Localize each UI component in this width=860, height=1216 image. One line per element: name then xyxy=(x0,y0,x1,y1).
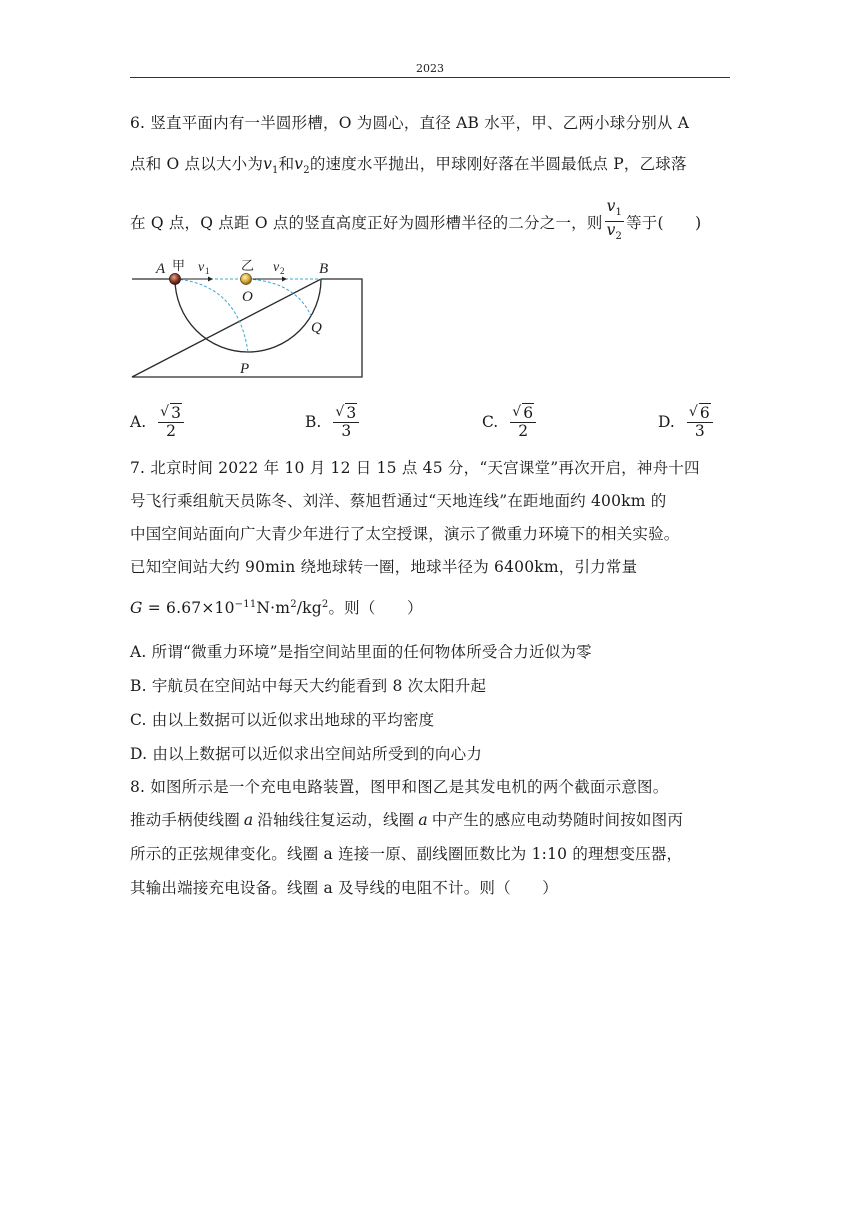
q6-line-2b: 和 xyxy=(278,155,295,173)
q7-option-d[interactable]: D. 由以上数据可以近似求出空间站所受到的向心力 xyxy=(130,745,483,763)
q8-line-4: 其输出端接充电设备。线圈 a 及导线的电阻不计。则（ ） xyxy=(130,879,558,897)
velocity-ratio-fraction xyxy=(605,198,625,245)
formula-exponent: −11 xyxy=(234,598,257,610)
q8-line-2b: 沿轴线往复运动，线圈 xyxy=(257,811,415,829)
label-yi: 乙 xyxy=(241,259,255,274)
formula-unit-a: N·m xyxy=(256,599,291,617)
radicand: 6 xyxy=(699,403,710,422)
label-v2-sub: 2 xyxy=(280,266,285,276)
semicircle-groove-figure xyxy=(128,254,368,382)
radicand: 3 xyxy=(171,403,181,422)
v1-symbol: v xyxy=(263,155,273,173)
denominator: 3 xyxy=(341,421,352,440)
q6-line-2 xyxy=(130,152,687,176)
q6-option-c[interactable] xyxy=(482,400,538,444)
gravitational-constant-symbol: G xyxy=(130,599,143,617)
q7-formula-line xyxy=(130,596,423,618)
header-rule xyxy=(130,77,730,78)
formula-unit-exp-2: 2 xyxy=(321,598,329,610)
option-fraction: √ 6 3 xyxy=(687,405,713,440)
option-fraction: √ 3 2 xyxy=(158,405,184,440)
option-letter: B. xyxy=(305,413,322,431)
q7-option-a[interactable]: A. 所谓“微重力环境”是指空间站里面的任何物体所受合力近似为零 xyxy=(130,643,592,661)
ball-yi xyxy=(241,274,252,285)
q6-option-a[interactable] xyxy=(130,400,186,444)
fraction-numerator-sub: 1 xyxy=(615,207,623,219)
denominator: 2 xyxy=(166,421,176,440)
velocity-arrowhead-v2 xyxy=(282,277,287,282)
q7-line-1: 7. 北京时间 2022 年 10 月 12 日 15 点 45 分，“天宫课堂”再次开启，神舟十四 xyxy=(130,459,700,477)
velocity-arrowhead-v1 xyxy=(208,277,213,282)
radicand: 3 xyxy=(346,403,357,422)
fraction-denominator-v: v xyxy=(606,221,616,240)
q7-line-4: 已知空间站大约 90min 绕地球转一圈，地球半径为 6400km，引力常量 xyxy=(130,558,638,576)
formula-tail: 。则（ ） xyxy=(328,599,423,617)
v1-subscript: 1 xyxy=(272,165,279,177)
q7-option-b[interactable]: B. 宇航员在空间站中每天大约能看到 8 次太阳升起 xyxy=(130,677,487,695)
label-v1-sub: 1 xyxy=(205,266,210,276)
q6-line-2c: 的速度水平抛出，甲球刚好落在半圆最低点 P，乙球落 xyxy=(309,155,687,173)
label-P: P xyxy=(240,361,250,377)
option-letter: C. xyxy=(482,413,499,431)
q7-option-c[interactable]: C. 由以上数据可以近似求出地球的平均密度 xyxy=(130,711,435,729)
label-v1: v xyxy=(198,260,205,275)
q8-line-2a: 推动手柄使线圈 xyxy=(130,811,240,829)
label-Q: Q xyxy=(311,320,322,336)
option-letter: A. xyxy=(130,413,147,431)
q7-line-3: 中国空间站面向广大青少年进行了太空授课，演示了微重力环境下的相关实验。 xyxy=(130,525,680,543)
q6-line-2a: 点和 O 点以大小为 xyxy=(130,155,264,173)
ball-jia xyxy=(170,274,181,285)
page-header-year: 2023 xyxy=(416,62,444,75)
fraction-denominator-sub: 2 xyxy=(615,231,623,243)
radicand: 6 xyxy=(523,403,534,422)
trajectory-yi xyxy=(248,279,311,316)
option-fraction: √ 6 2 xyxy=(510,405,536,440)
q7-line-2: 号飞行乘组航天员陈冬、刘洋、蔡旭哲通过“天地连线”在距地面约 400km 的 xyxy=(130,492,667,510)
coil-a-symbol: a xyxy=(243,811,254,829)
q8-line-3: 所示的正弦规律变化。线圈 a 连接一原、副线圈匝数比为 1:10 的理想变压器， xyxy=(130,845,683,863)
denominator: 3 xyxy=(694,421,705,440)
q6-option-b[interactable] xyxy=(305,400,361,444)
label-jia: 甲 xyxy=(172,259,186,274)
fraction-numerator-v: v xyxy=(606,197,616,215)
trajectory-jia xyxy=(175,279,248,352)
q8-line-1: 8. 如图所示是一个充电电路装置，图甲和图乙是其发电机的两个截面示意图。 xyxy=(130,778,669,796)
q6-line-3b: 等于( ) xyxy=(626,213,702,232)
q8-line-2c: 中产生的感应电动势随时间按如图丙 xyxy=(431,811,684,829)
q6-line-1: 6. 竖直平面内有一半圆形槽，O 为圆心，直径 AB 水平，甲、乙两小球分别从 A xyxy=(130,114,690,132)
denominator: 2 xyxy=(518,421,529,440)
coil-a-symbol-2: a xyxy=(418,811,428,829)
q6-line-3a: 在 Q 点，Q 点距 O 点的竖直高度正好为圆形槽半径的二分之一，则 xyxy=(130,213,603,232)
formula-value: = 6.67×10 xyxy=(142,599,235,617)
q6-line-3 xyxy=(130,198,701,245)
label-v2: v xyxy=(273,260,280,275)
formula-unit-exp-1: 2 xyxy=(290,598,297,610)
q8-line-2 xyxy=(130,808,683,830)
label-O: O xyxy=(242,289,253,305)
v2-subscript: 2 xyxy=(303,165,310,177)
label-A: A xyxy=(156,261,166,277)
v2-symbol: v xyxy=(294,155,304,173)
option-fraction: √ 3 3 xyxy=(333,405,359,440)
formula-unit-b: /kg xyxy=(296,599,322,617)
option-letter: D. xyxy=(658,413,675,431)
label-B: B xyxy=(319,261,329,277)
q6-option-d[interactable] xyxy=(658,400,715,444)
